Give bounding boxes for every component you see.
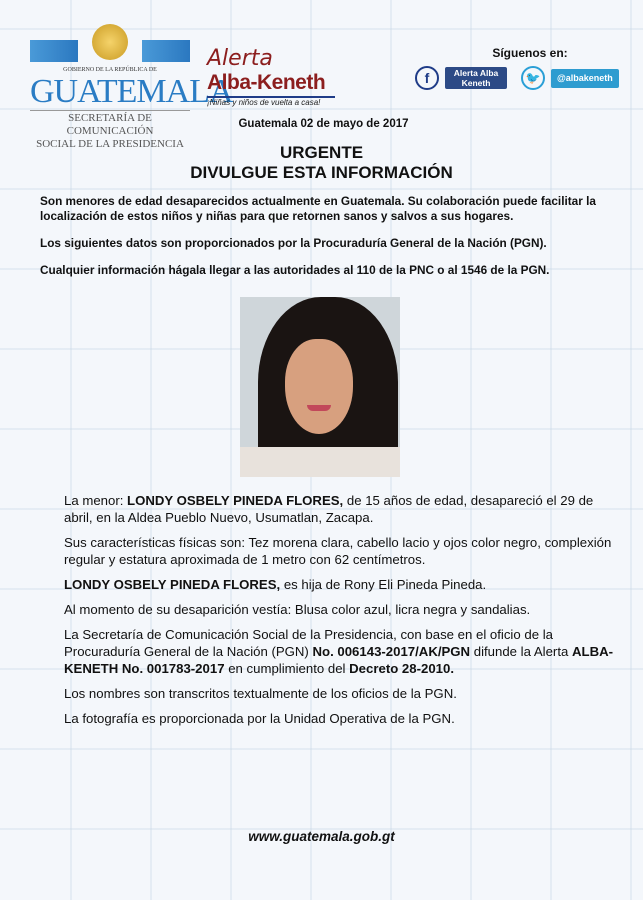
coat-of-arms-icon: [92, 24, 128, 60]
facebook-icon[interactable]: f: [415, 66, 439, 90]
page-title: [0, 143, 643, 183]
title-line1: URGENTE: [279, 143, 364, 162]
intro: [40, 194, 613, 290]
gov-logo-line2: GUATEMALA: [30, 73, 233, 110]
detail-paragraph: La menor: LONDY OSBELY PINEDA FLORES, de 15 años de edad, desapareció el 29 de abril, en la Aldea Pueblo Nuevo, Usumatlan, Zacapa.: [64, 493, 594, 525]
gov-logo-line1: GOBIERNO DE LA REPÚBLICA DE: [63, 67, 157, 73]
detail-paragraph: La Secretaría de Comunicación Social de la Presidencia, con base en el oficio de la Procuraduría General de la Nación (PGN) No. 006143-2017/AK/PGN difunde la Alerta ALBA-KENETH No. 001783-2017 en cumplimiento del Decreto 28-2010.: [64, 627, 614, 676]
intro-paragraph: Son menores de edad desaparecidos actualmente en Guatemala. Su colaboración puede facilitar la localización de estos niños y niñas para que retornen sanos y salvos a sus hogares.: [40, 194, 596, 223]
alert-details: [64, 492, 619, 735]
detail-paragraph: Al momento de su desaparición vestía: Blusa color azul, licra negra y sandalias.: [64, 602, 531, 617]
title-line2: DIVULGUE ESTA INFORMACIÓN: [190, 163, 453, 182]
alert-logo-line1: Alerta: [207, 46, 273, 71]
facebook-link[interactable]: Alerta Alba Keneth: [445, 67, 507, 89]
website-link[interactable]: www.guatemala.gob.gt: [248, 829, 395, 844]
date: Guatemala 02 de mayo de 2017: [238, 118, 409, 130]
government-logo: [30, 22, 233, 151]
alert-logo-tagline: ¡Niñas y niños de vuelta a casa!: [207, 96, 335, 108]
intro-paragraph: Cualquier información hágala llegar a las autoridades al 110 de la PNC o al 1546 de la PGN.: [40, 263, 550, 277]
alert-logo-line2: Alba-Keneth: [207, 71, 326, 94]
alba-keneth-logo: [207, 46, 335, 108]
detail-paragraph: LONDY OSBELY PINEDA FLORES, es hija de Rony Eli Pineda Pineda.: [64, 577, 487, 592]
social-title: Síguenos en:: [492, 46, 568, 60]
twitter-icon[interactable]: 🐦: [521, 66, 545, 90]
missing-person-photo: [240, 297, 400, 477]
social-links: [415, 46, 625, 90]
detail-paragraph: Sus características físicas son: Tez morena clara, cabello lacio y ojos color negro, complexión regular y estatura aproximada de 1 metro con 62 centímetros.: [64, 535, 612, 567]
twitter-link[interactable]: @albakeneth: [551, 69, 619, 88]
detail-paragraph: Los nombres son transcritos textualmente de los oficios de la PGN.: [64, 686, 457, 701]
detail-paragraph: La fotografía es proporcionada por la Unidad Operativa de la PGN.: [64, 711, 455, 726]
gov-logo-line3: SECRETARÍA DE COMUNICACIÓN: [66, 112, 154, 137]
gov-logo-line4: SOCIAL DE LA PRESIDENCIA: [36, 138, 184, 150]
intro-paragraph: Los siguientes datos son proporcionados por la Procuraduría General de la Nación (PGN).: [40, 236, 547, 250]
